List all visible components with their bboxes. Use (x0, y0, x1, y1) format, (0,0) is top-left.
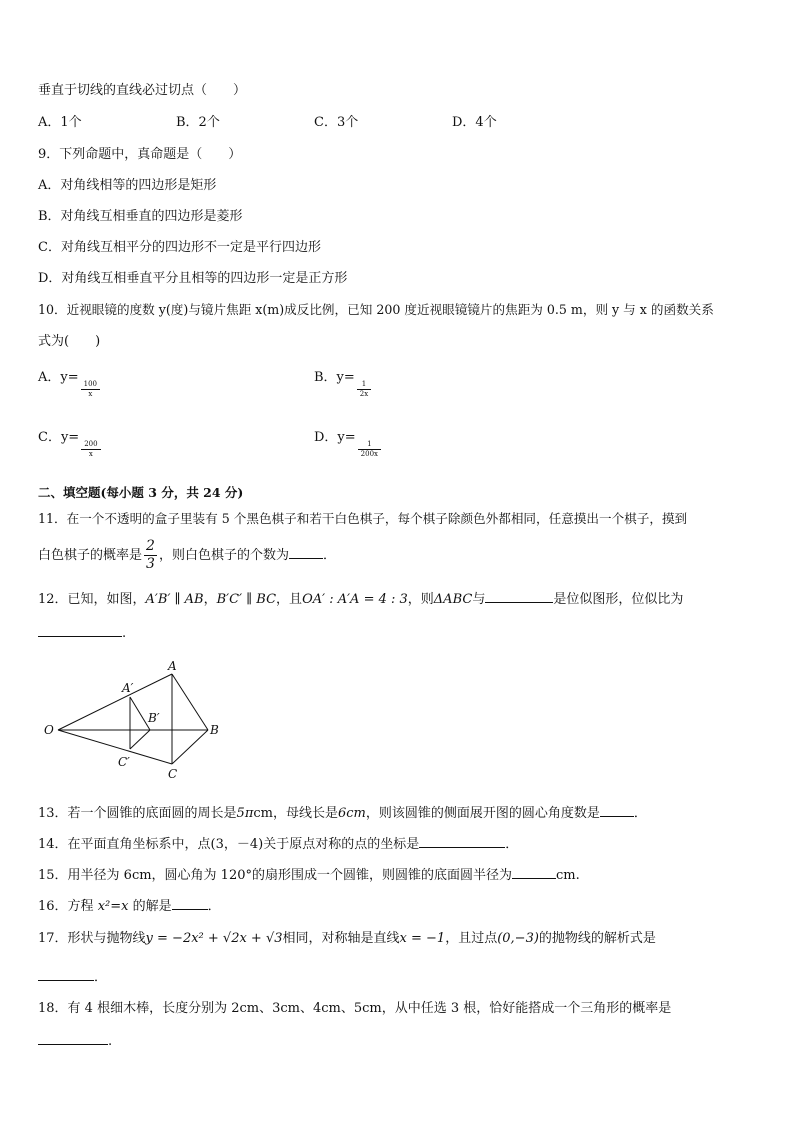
q17-math-2: x = −1 (399, 931, 446, 946)
q12-mid: ，则 (407, 592, 434, 607)
label-b-prime: B′ (148, 711, 160, 725)
q17-pre: 17．形状与抛物线 (38, 931, 146, 946)
q18-end: . (108, 1034, 113, 1049)
fraction-numerator: 200 (81, 440, 100, 450)
q8-option-a: A．1个 (38, 115, 82, 130)
q10-option-a-label: A．y= (38, 370, 79, 385)
q10-option-c-label: C．y= (38, 430, 80, 445)
answer-blank (600, 802, 634, 817)
q12-end: . (122, 626, 127, 641)
q18-line1: 18．有 4 根细木棒，长度分别为 2cm、3cm、4cm、5cm，从中任选 3 根，恰好能搭成一个三角形的概率是 (38, 1001, 672, 1016)
q9-option-c: C．对角线互相平分的四边形不一定是平行四边形 (38, 240, 321, 255)
q10-stem-line1: 10．近视眼镜的度数 y(度)与镜片焦距 x(m)成反比例，已知 200 度近视眼镜镜片的焦距为 0.5 m，则 y 与 x 的函数关系 (38, 302, 714, 317)
q12-sep2: ，且 (276, 592, 303, 607)
answer-blank (172, 895, 208, 910)
q14-text: 14．在平面直角坐标系中，点(3，－4)关于原点对称的点的坐标是 (38, 837, 420, 852)
fraction-denominator: 200x (360, 450, 378, 458)
q12-math-4: ΔABC (433, 592, 473, 607)
label-a-prime: A′ (122, 681, 134, 695)
q10-option-d (314, 428, 381, 458)
q17-post: 的抛物线的解析式是 (538, 931, 656, 946)
q17-mid2: ，且过点 (445, 931, 498, 946)
answer-blank (485, 588, 553, 603)
q16-post: 的解是 (128, 899, 172, 914)
q11-line2 (38, 538, 336, 573)
q12-tail1: 与 (472, 592, 486, 607)
fraction-denominator: x (88, 390, 93, 398)
ray-oc (58, 730, 172, 764)
q14 (38, 833, 518, 854)
q9-option-b: B．对角线互相垂直的四边形是菱形 (38, 209, 243, 224)
q18-line2 (38, 1030, 112, 1051)
q17-line2 (38, 966, 107, 987)
q12-line2 (38, 622, 126, 643)
q10-option-b-label: B．y= (314, 370, 355, 385)
q12-line1 (38, 588, 683, 609)
q11-line2-pre: 白色棋子的概率是 (38, 548, 143, 563)
q12-math-2: B′C′ ∥ BC (216, 592, 277, 607)
answer-blank (38, 622, 122, 637)
q12-pre: 12．已知，如图， (38, 592, 146, 607)
segment-ab (172, 674, 208, 730)
q17-mid: 相同，对称轴是直线 (282, 931, 400, 946)
q10-option-d-fraction (358, 440, 381, 459)
fraction-denominator: 2x (359, 390, 369, 398)
similar-triangles-figure (38, 652, 238, 782)
label-b: B (210, 723, 219, 737)
q11-line2-post: ，则白色棋子的个数为 (158, 548, 289, 563)
q13-end: ． (633, 806, 647, 821)
q17-line1 (38, 930, 656, 948)
q12-math-3: OA′ : A′A = 4 : 3 (302, 592, 408, 607)
q15 (38, 864, 580, 885)
probability-fraction (144, 538, 157, 573)
q16-equation: x²=x (97, 899, 129, 914)
q10-option-a-fraction (81, 380, 100, 399)
q16-pre: 16．方程 (38, 899, 98, 914)
q9-stem: 9．下列命题中，真命题是（ ） (38, 147, 242, 162)
q17-math-1: y = −2x² + √2x + √3 (145, 931, 283, 946)
fraction-numerator: 2 (146, 538, 155, 554)
q9-option-d: D．对角线互相垂直平分且相等的四边形一定是正方形 (38, 271, 348, 286)
q8-option-b: B．2个 (176, 115, 220, 130)
q12-math-1: A′B′ ∥ AB (145, 592, 204, 607)
q16 (38, 895, 221, 916)
section-heading: 二、填空题(每小题 3 分，共 24 分) (38, 485, 244, 500)
q13 (38, 802, 647, 823)
answer-blank (289, 544, 323, 559)
answer-blank (419, 833, 505, 848)
answer-blank (38, 966, 94, 981)
q15-end: cm. (556, 868, 580, 883)
q12-sep1: ， (203, 592, 217, 607)
q13-pre: 13．若一个圆锥的底面圆的周长是 (38, 806, 237, 821)
q17-math-3: (0,−3) (497, 931, 539, 946)
q17-end: ． (94, 970, 108, 985)
q10-option-c-fraction (81, 440, 100, 459)
q11-end: ． (322, 548, 336, 563)
q10-option-c (38, 428, 101, 458)
q13-post: ，则该圆锥的侧面展开图的圆心角度数是 (365, 806, 600, 821)
label-c: C (168, 767, 178, 781)
q15-text: 15．用半径为 6cm，圆心角为 120°的扇形围成一个圆锥，则圆锥的底面圆半径为 (38, 868, 512, 883)
q10-option-a (38, 368, 100, 398)
q11-line1: 11．在一个不透明的盒子里装有 5 个黑色棋子和若干白色棋子，每个棋子除颜色外都相同，任意摸出一个棋子，摸到 (38, 511, 688, 526)
q10-stem-line2: 式为( ) (38, 334, 101, 349)
q10-option-d-label: D．y= (314, 430, 356, 445)
segment-bpcp (130, 730, 150, 749)
q16-end: ． (207, 899, 221, 914)
segment-apbp (130, 697, 150, 730)
q14-end: ． (505, 837, 519, 852)
q10-option-b (314, 368, 371, 398)
label-a: A (168, 659, 177, 673)
q13-math-2: 6cm (337, 806, 366, 821)
q8-option-c: C．3个 (314, 115, 359, 130)
answer-blank (38, 1030, 108, 1045)
fraction-denominator: 3 (146, 556, 155, 572)
q8-option-d: D．4个 (452, 115, 497, 130)
q12-tail2: 是位似图形，位似比为 (553, 592, 684, 607)
label-c-prime: C′ (118, 755, 130, 769)
fraction-numerator: 100 (81, 380, 100, 390)
fraction-numerator: 1 (358, 440, 381, 450)
label-o: O (44, 723, 54, 737)
q13-math-1: 5π (236, 806, 254, 821)
q10-option-b-fraction (357, 380, 371, 399)
q8-stem-tail: 垂直于切线的直线必过切点（ ） (38, 83, 247, 98)
q13-mid: cm，母线长是 (253, 806, 338, 821)
fraction-denominator: x (88, 450, 93, 458)
fraction-numerator: 1 (357, 380, 371, 390)
segment-bc (172, 730, 208, 764)
q9-option-a: A．对角线相等的四边形是矩形 (38, 178, 217, 193)
answer-blank (512, 864, 556, 879)
